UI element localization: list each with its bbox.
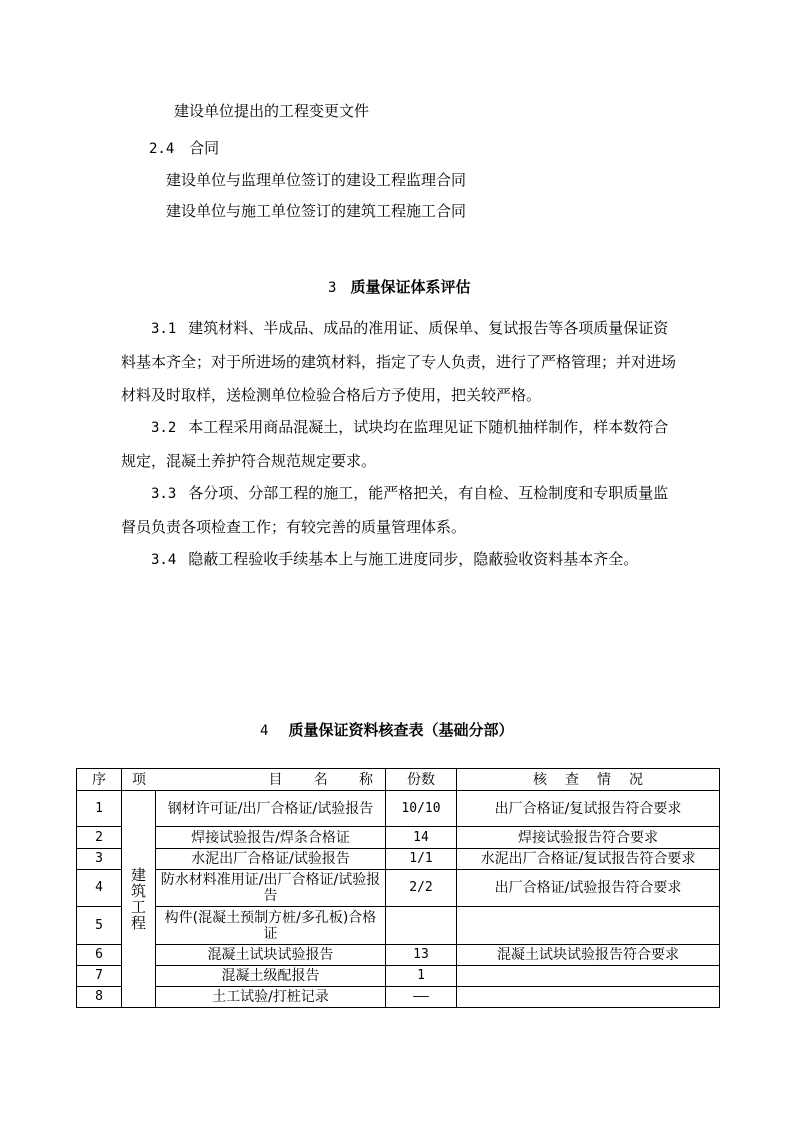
section-4-title: 质量保证资料核查表（基础分部）: [288, 721, 514, 739]
paragraph-3-3: [121, 477, 681, 544]
table-row: [77, 987, 720, 1008]
paragraph-3-1-number: 3.1: [151, 321, 177, 337]
category-char: 工: [130, 898, 146, 916]
table-row: [77, 827, 720, 849]
row-seq: 2: [77, 827, 122, 849]
row-seq: 7: [77, 966, 122, 987]
header-item-char: 名: [313, 771, 328, 788]
subsection-2-4-title: 合同: [189, 139, 220, 157]
contract-line-2: 建设单位与施工单位签订的建筑工程施工合同: [166, 202, 467, 220]
row-name: 钢材许可证/出厂合格证/试验报告: [156, 791, 386, 827]
table-row: [77, 966, 720, 987]
category-char: 程: [130, 914, 146, 932]
paragraph-3-1: [121, 312, 681, 412]
section-3-heading: [328, 277, 470, 298]
table-row: [77, 791, 720, 827]
row-seq: 1: [77, 791, 122, 827]
row-status: 焊接试验报告符合要求: [457, 827, 720, 849]
row-name: 水泥出厂合格证/试验报告: [156, 849, 386, 870]
header-item-char: 称: [359, 771, 373, 788]
row-name: 焊接试验报告/焊条合格证: [156, 827, 386, 849]
header-item-char: 项: [132, 771, 146, 788]
row-count: 13: [386, 945, 457, 966]
table-row: [77, 849, 720, 870]
paragraph-3-4-number: 3.4: [151, 552, 177, 568]
row-count: 1: [386, 966, 457, 987]
section-4-heading: [260, 720, 513, 741]
contract-line-1: 建设单位与监理单位签订的建设工程监理合同: [166, 171, 467, 189]
row-name: 土工试验/打桩记录: [156, 987, 386, 1008]
row-status: 出厂合格证/试验报告符合要求: [457, 870, 720, 907]
row-count: 2/2: [386, 870, 457, 907]
row-seq: 6: [77, 945, 122, 966]
row-count: ——: [386, 987, 457, 1008]
subsection-2-4-number: 2.4: [149, 141, 175, 157]
header-item-name: [122, 769, 386, 791]
row-status: [457, 966, 720, 987]
row-seq: 5: [77, 907, 122, 945]
row-count: 1/1: [386, 849, 457, 870]
category-char: 筑: [130, 882, 146, 900]
row-seq: 8: [77, 987, 122, 1008]
row-count: 10/10: [386, 791, 457, 827]
subsection-2-4: [149, 138, 219, 159]
header-status-char: 情: [597, 771, 611, 788]
header-count: 份数: [386, 769, 457, 791]
section-3-title: 质量保证体系评估: [350, 278, 471, 296]
paragraph-3-3-text: 各分项、分部工程的施工，能严格把关，有自检、互检制度和专职质量监督员负责各项检查工作；有较完善的质量管理体系。: [121, 484, 669, 536]
table-row: [77, 907, 720, 945]
category-cell: [122, 791, 156, 1008]
row-status: [457, 987, 720, 1008]
paragraph-3-4: [121, 543, 681, 577]
table-row: [77, 945, 720, 966]
quality-check-table: [76, 768, 720, 1008]
header-seq: 序: [77, 769, 122, 791]
row-status: 混凝土试块试验报告符合要求: [457, 945, 720, 966]
row-seq: 3: [77, 849, 122, 870]
header-status: [457, 769, 720, 791]
header-status-char: 查: [565, 771, 579, 788]
paragraph-3-2-text: 本工程采用商品混凝土，试块均在监理见证下随机抽样制作，样本数符合规定，混凝土养护符合规范规定要求。: [121, 418, 669, 470]
category-char: 建: [130, 866, 146, 884]
table-header-row: [77, 769, 720, 791]
section-4-number: 4: [260, 723, 269, 739]
paragraph-3-1-text: 建筑材料、半成品、成品的准用证、质保单、复试报告等各项质量保证资料基本齐全；对于所进场的建筑材料，指定了专人负责，进行了严格管理；并对进场材料及时取样，送检测单位检验合格后方予使用，把关较严格。: [121, 319, 677, 404]
row-status: 出厂合格证/复试报告符合要求: [457, 791, 720, 827]
change-docs-line: 建设单位提出的工程变更文件: [174, 102, 370, 120]
row-status: [457, 907, 720, 945]
row-count: 14: [386, 827, 457, 849]
paragraph-3-2: [121, 411, 681, 478]
row-seq: 4: [77, 870, 122, 907]
row-name: 混凝土试块试验报告: [156, 945, 386, 966]
paragraph-3-2-number: 3.2: [151, 420, 177, 436]
row-count: [386, 907, 457, 945]
paragraph-3-4-text: 隐蔽工程验收手续基本上与施工进度同步，隐蔽验收资料基本齐全。: [188, 550, 639, 568]
row-name: 混凝土级配报告: [156, 966, 386, 987]
row-status: 水泥出厂合格证/复试报告符合要求: [457, 849, 720, 870]
table-row: [77, 870, 720, 907]
header-item-char: 目: [268, 771, 283, 788]
row-name: 构件(混凝土预制方桩/多孔板)合格证: [156, 907, 386, 945]
row-name: 防水材料准用证/出厂合格证/试验报告: [156, 870, 386, 907]
paragraph-3-3-number: 3.3: [151, 486, 177, 502]
header-status-char: 况: [629, 771, 643, 788]
section-3-number: 3: [328, 280, 337, 296]
header-status-char: 核: [533, 771, 547, 788]
